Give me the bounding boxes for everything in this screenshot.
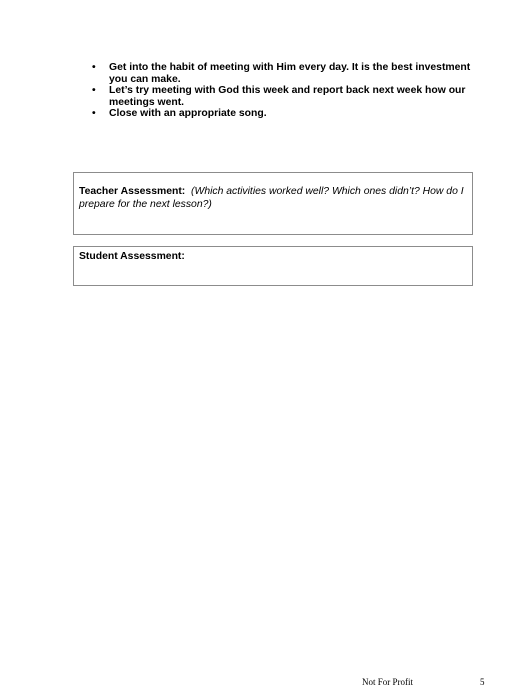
bullet-dot-icon: • bbox=[92, 62, 96, 73]
teacher-assessment-label: Teacher Assessment: bbox=[79, 186, 186, 197]
closing-bullet-list bbox=[92, 62, 482, 120]
student-assessment-label: Student Assessment: bbox=[79, 251, 185, 262]
footer-page-number: 5 bbox=[480, 677, 485, 687]
teacher-assessment-box bbox=[73, 172, 473, 235]
footer-not-for-profit: Not For Profit bbox=[362, 677, 414, 687]
bullet-item-3 bbox=[92, 108, 482, 120]
student-assessment-box bbox=[73, 246, 473, 286]
bullet-text: Close with an appropriate song. bbox=[109, 108, 267, 120]
bullet-dot-icon: • bbox=[92, 85, 96, 97]
bullet-dot-icon: • bbox=[92, 108, 96, 120]
teacher-assessment-prompt: (Which activities worked well? Which ones didn’t? How do I prepare for the next lesson?) bbox=[79, 186, 464, 210]
bullet-text: Let’s try meeting with God this week and report back next week how our meetings went. bbox=[109, 85, 466, 108]
bullet-item-2 bbox=[92, 85, 482, 108]
bullet-text: Get into the habit of meeting with Him every day. It is the best investment you can make. bbox=[109, 62, 471, 85]
bullet-item-1 bbox=[92, 62, 482, 85]
